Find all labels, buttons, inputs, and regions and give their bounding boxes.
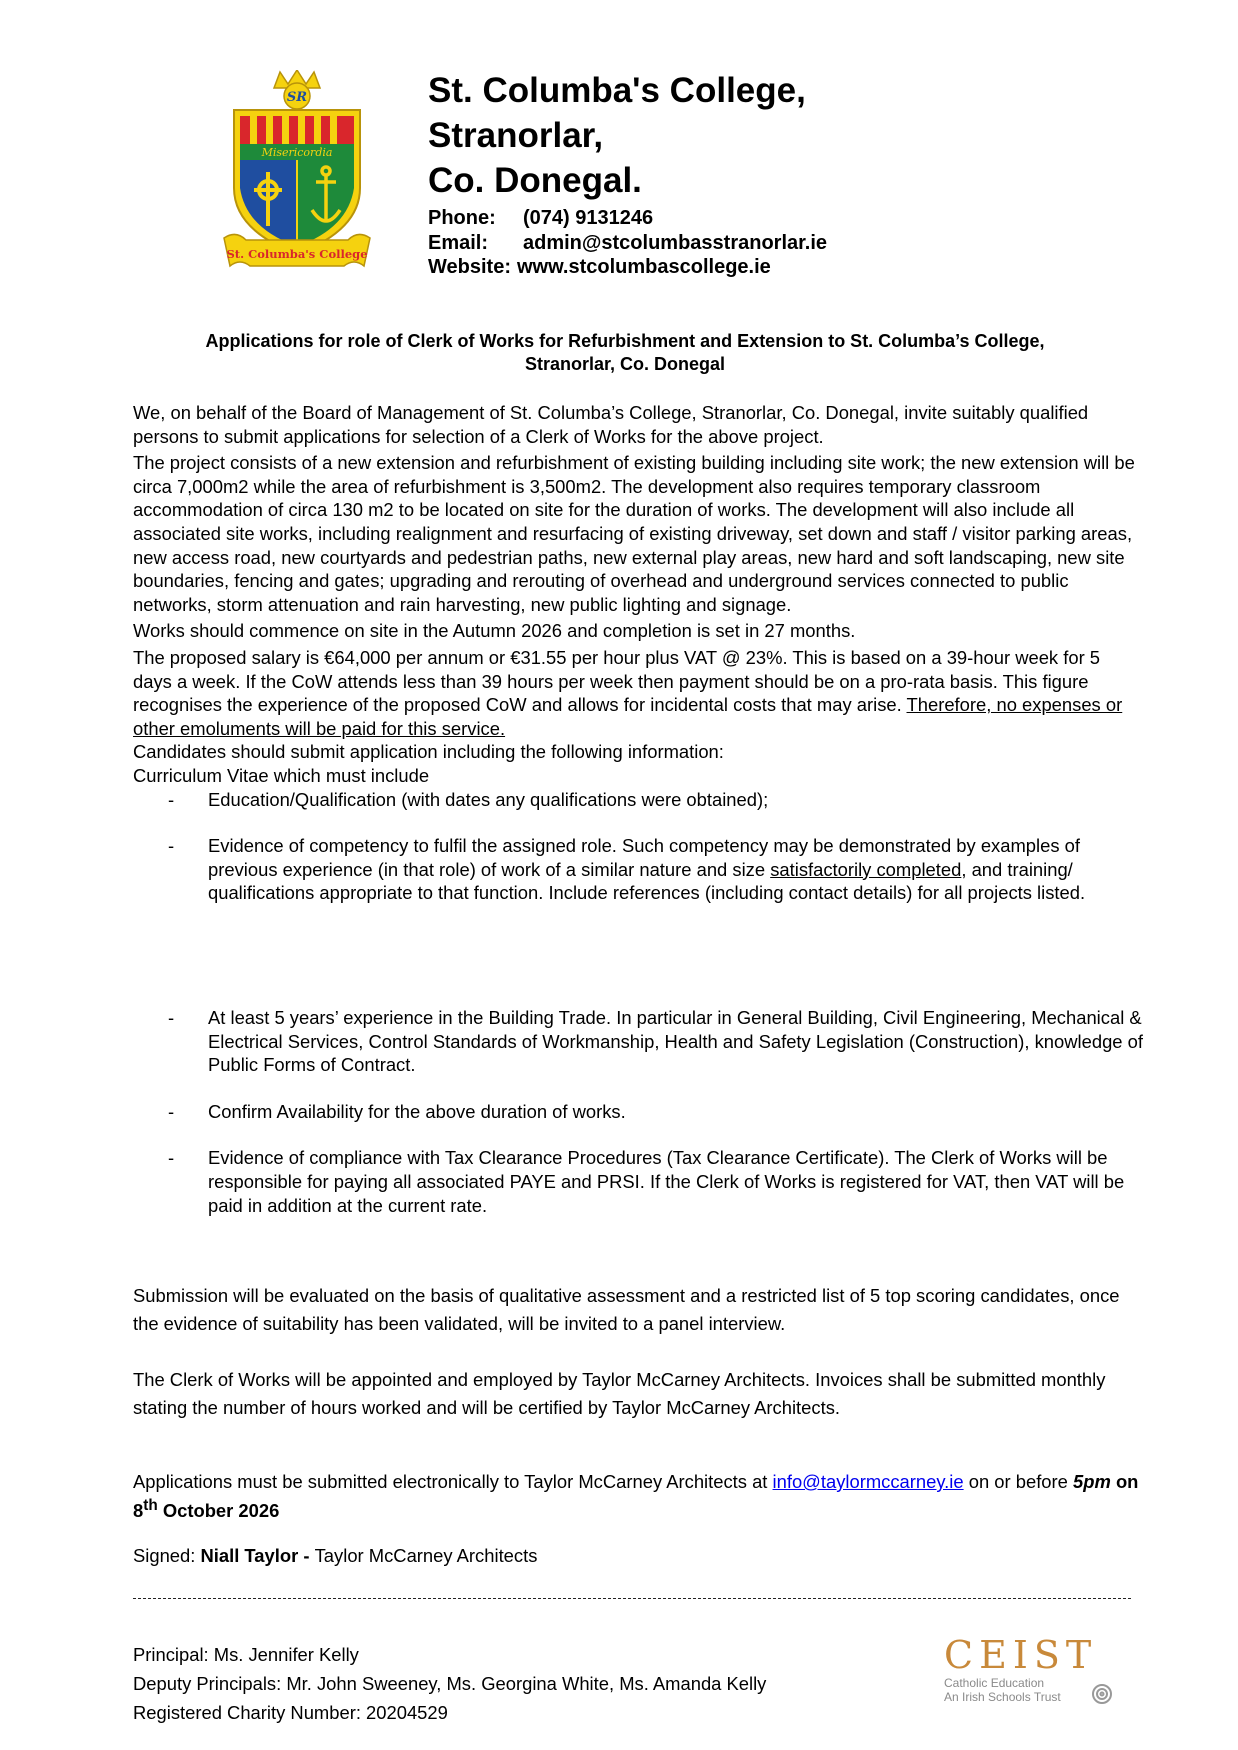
signatory-firm: Taylor McCarney Architects — [314, 1545, 538, 1566]
school-name-line2: Stranorlar, — [428, 116, 604, 155]
signatory-name: Niall Taylor - — [200, 1545, 315, 1566]
document-heading — [130, 330, 1120, 376]
website-row — [428, 255, 827, 280]
phone-value: (074) 9131246 — [523, 207, 654, 229]
evaluation-paragraph: Submission will be evaluated on the basis of qualitative assessment and a restricted list of 5 top scoring candidates, once the evidence of suitability has been validated, will be invited to a panel interview. — [133, 1285, 1120, 1334]
email-label: Email: — [428, 231, 489, 254]
intro-paragraph: We, on behalf of the Board of Management of St. Columba’s College, Stranorlar, Co. Donegal, invite suitably qualified persons to submit applications for selection of a Clerk of Works for the above project. — [133, 402, 1089, 447]
item-competency-underlined: satisfactorily completed — [770, 858, 962, 880]
deadline-date: October 2026 — [157, 1499, 280, 1521]
email-row — [428, 231, 827, 256]
signature-line — [133, 1544, 1143, 1568]
body-main — [133, 401, 1143, 905]
deputies-line: Deputy Principals: Mr. John Sweeney, Ms. Georgina White, Ms. Amanda Kelly — [133, 1673, 767, 1694]
candidates-instruction: Candidates should submit application including the following information: — [133, 741, 724, 763]
heading-line1: Applications for role of Clerk of Works for Refurbishment and Extension to St. Columba’s College, — [205, 331, 1045, 351]
website-label: Website: — [428, 256, 511, 278]
phone-row — [428, 206, 827, 231]
works-timeline: Works should commence on site in the Autumn 2026 and completion is set in 27 months. — [133, 620, 856, 642]
salary-text: The proposed salary is €64,000 per annum or €31.55 per hour plus VAT @ 23%. This is based on a 39-hour week for 5 days a week. If the CoW attends less than 39 hours per week then payment should be on a pro-rata basis. This figure recognises the experience of the proposed CoW and allows for incidental costs that may arise. — [133, 646, 1101, 716]
email-link[interactable]: info@taylormccarney.ie — [772, 1471, 964, 1492]
crest-motto: Misericordia — [261, 146, 333, 159]
item-competency-b: , and training/ qualifications appropriate to that function. Include references (including contact details) for all projects listed. — [208, 858, 1086, 904]
heading-line2: Stranorlar, Co. Donegal — [524, 354, 726, 374]
school-name — [428, 68, 806, 203]
item-tax-clearance: Evidence of compliance with Tax Clearance Procedures (Tax Clearance Certificate). The Clerk of Works will be responsible for paying all associated PAYE and PRSI. If the Clerk of Works is registered for VAT, then VAT will be paid in addition at the current rate. — [208, 1147, 1125, 1216]
body-requirements-cont — [133, 1006, 1143, 1217]
deadline-sup: th — [143, 1496, 158, 1514]
no-expenses-notice: Therefore, no expenses or other emoluments will be paid for this service. — [133, 694, 1123, 739]
college-crest-logo — [216, 70, 378, 272]
email-value: admin@stcolumbasstranorlar.ie — [523, 231, 828, 254]
crest-monogram: SR — [286, 90, 308, 105]
submission-paragraph — [133, 1470, 1143, 1522]
school-name-line1: St. Columba's College, — [428, 71, 806, 110]
dash-bullet: - — [168, 835, 175, 857]
requirements-list-cont — [133, 1006, 1143, 1217]
item-education: Education/Qualification (with dates any qualifications were obtained); — [208, 788, 769, 810]
list-item — [133, 1146, 1143, 1217]
salary-paragraph — [133, 646, 1143, 740]
dash-bullet: - — [168, 788, 175, 810]
ceist-logo — [940, 1630, 1120, 1710]
item-competency-a: Evidence of competency to fulfil the assigned role. Such competency may be demonstrated by examples of previous experience (in that role) of work of a similar nature and size — [208, 835, 1080, 880]
dash-bullet: - — [168, 1007, 175, 1028]
principal-line: Principal: Ms. Jennifer Kelly — [133, 1644, 359, 1665]
list-item — [133, 1100, 1143, 1124]
crest-scroll-text: St. Columba's College — [226, 247, 368, 261]
deadline-on: on 8 — [133, 1471, 1139, 1521]
spiral-icon — [1093, 1685, 1111, 1703]
submission-text-a: Applications must be submitted electronically to Taylor McCarney Architects at — [133, 1471, 773, 1492]
contact-block — [428, 206, 827, 280]
ceist-tagline2: An Irish Schools Trust — [944, 1690, 1061, 1704]
ceist-tagline1: Catholic Education — [944, 1676, 1045, 1690]
phone-label: Phone: — [428, 207, 496, 229]
appointment-paragraph: The Clerk of Works will be appointed and employed by Taylor McCarney Architects. Invoices shall be submitted monthly stating the number of hours worked and will be certified by Taylor McCarney Architects. — [133, 1369, 1106, 1418]
deadline-time: 5pm — [1073, 1471, 1111, 1492]
list-item — [133, 1006, 1143, 1077]
footer-block — [133, 1640, 766, 1727]
item-availability: Confirm Availability for the above duration of works. — [208, 1100, 626, 1122]
item-experience: At least 5 years’ experience in the Building Trade. In particular in General Building, Civil Engineering, Mechanical & Electrical Services, Control Standards of Workmanship, Health and Safety Legislation (Construction), knowledge of Public Forms of Contract. — [208, 1007, 1143, 1076]
signed-label: Signed: — [133, 1545, 201, 1566]
ceist-wordmark: CEIST — [944, 1633, 1098, 1677]
dash-bullet: - — [168, 1147, 175, 1169]
charity-line: Registered Charity Number: 20204529 — [133, 1702, 448, 1723]
website-value: www.stcolumbascollege.ie — [516, 256, 771, 278]
cv-requirement: Curriculum Vitae which must include — [133, 764, 430, 786]
dash-bullet: - — [168, 1100, 175, 1122]
list-item — [133, 834, 1143, 905]
submission-text-b: on or before — [963, 1471, 1074, 1492]
requirements-list — [133, 788, 1143, 905]
dashed-divider — [133, 1598, 1131, 1599]
school-name-line3: Co. Donegal. — [428, 161, 642, 200]
list-item — [133, 788, 1143, 812]
project-description: The project consists of a new extension and refurbishment of existing building including site work; the new extension will be circa 7,000m2 while the area of refurbishment is 3,500m2. The development also requires temporary classroom accommodation of circa 130 m2 to be located on site for the duration of works. The development will also include all associated site works, including realignment and resurfacing of existing driveway, set down and staff / visitor parking areas, new access road, new courtyards and pedestrian paths, new external play areas, new hard and soft landscaping, new site boundaries, fencing and gates; upgrading and rerouting of overhead and underground services connected to public networks, storm attenuation and rain harvesting, new public lighting and signage. — [133, 452, 1135, 615]
